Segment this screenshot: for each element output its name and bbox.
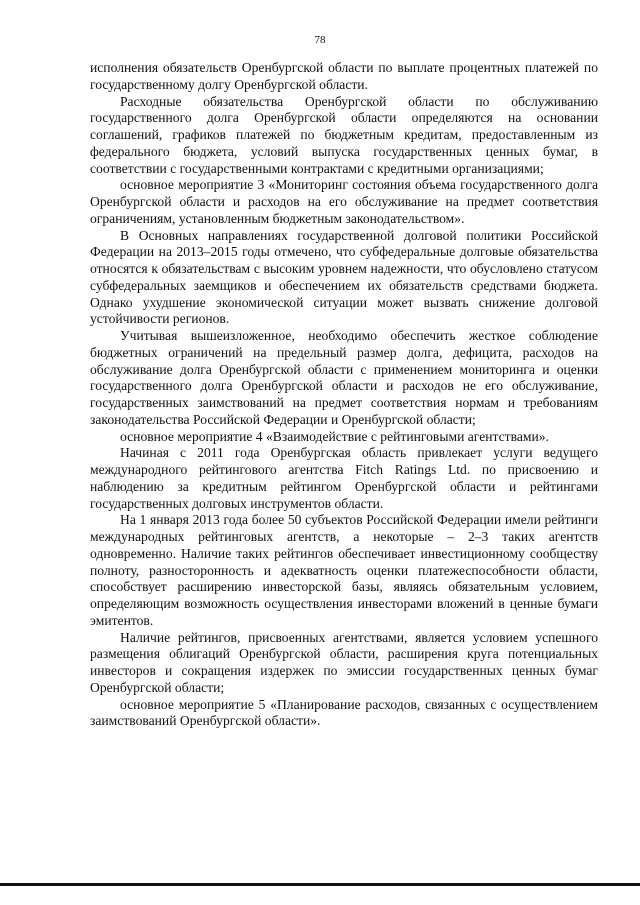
bottom-scan-border (0, 883, 640, 886)
paragraph-fitch-ratings: Начиная с 2011 года Оренбургская область привлекает услуги ведущего международного рейтингового агентства Fitch Ratings Ltd. по присвоению и наблюдению за кредитным рейтингом Оренбургской области и рейтингами государственных долговых инструментов области. (90, 445, 598, 511)
paragraph-expenditure-obligations: Расходные обязательства Оренбургской области по обслуживанию государственного долга Оренбургской области определяются на основании соглашений, графиков платежей по бюджетным кредитам, предоставленным из федерального бюджета, условий выпуска государственных ценных бумаг, в соответствии с государственными контрактами с кредитными организациями; (90, 93, 598, 176)
paragraph-continuation: исполнения обязательств Оренбургской области по выплате процентных платежей по государственному долгу Оренбургской области. (90, 60, 598, 92)
paragraph-budget-constraints: Учитывая вышеизложенное, необходимо обеспечить жесткое соблюдение бюджетных ограничений на предельный размер долга, дефицита, расходов на обслуживание долга Оренбургской области с применением мониторинга и оценки государственного долга Оренбургской области и расходов не его обслуживание, государственных заимствований на предмет соответствия нормам и требованиям законодательства Российской Федерации и Оренбургской области; (90, 328, 598, 427)
paragraph-ratings-condition: Наличие рейтингов, присвоенных агентствами, является условием успешного размещения облигаций Оренбургской области, расширения круга потенциальных инвесторов и сокращения издержек по эмиссии государственных ценных бумаг Оренбургской области; (90, 629, 598, 695)
paragraph-debt-policy: В Основных направлениях государственной долговой политики Российской Федерации на 2013–2015 годы отмечено, что субфедеральные долговые обязательства относятся к обязательствам с высоким уровнем надежности, что обусловлено статусом субфедеральных заемщиков и обеспечением их обязательств средствами бюджета. Однако ухудшение экономической ситуации может вызвать снижение долговой устойчивости регионов. (90, 227, 598, 327)
page-number: 78 (314, 34, 326, 46)
document-body (90, 60, 598, 730)
paragraph-main-activity-4: основное мероприятие 4 «Взаимодействие с рейтинговыми агентствами». (120, 428, 549, 444)
paragraph-main-activity-5: основное мероприятие 5 «Планирование расходов, связанных с осуществлением заимствований Оренбургской области». (90, 696, 598, 729)
paragraph-main-activity-3: основное мероприятие 3 «Мониторинг состояния объема государственного долга Оренбургской области и расходов на его обслуживание на предмет соответствия ограничениям, установленным бюджетным законодательством». (90, 177, 598, 226)
paragraph-ratings-2013: На 1 января 2013 года более 50 субъектов Российской Федерации имели рейтинги международных рейтинговых агентств, а некоторые – 2–3 таких агентств одновременно. Наличие таких рейтингов обеспечивает инвестиционному сообществу полноту, разносторонность и адекватность оценки платежеспособности области, способствует расширению инвесторской базы, являясь обязательным условием, определяющим возможность осуществления инвесторами вложений в ценные бумаги эмитентов. (90, 512, 598, 628)
